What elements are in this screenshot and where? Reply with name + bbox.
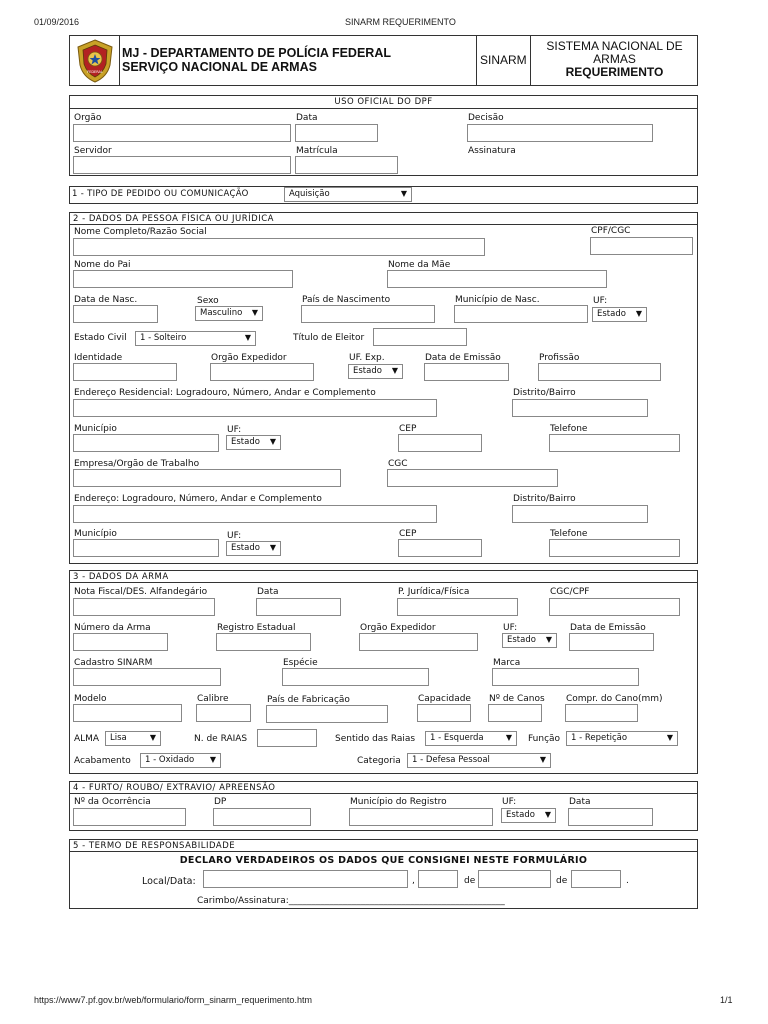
label-pj: P. Jurídica/Física: [398, 587, 470, 597]
label-servidor: Servidor: [74, 146, 112, 156]
label-nasc: Data de Nasc.: [74, 295, 138, 305]
uf-nasc-value: Estado: [597, 309, 626, 319]
furto-data-input[interactable]: [568, 808, 653, 826]
marca-input[interactable]: [492, 668, 639, 686]
section-2-title: 2 - DADOS DA PESSOA FÍSICA OU JURÍDICA: [70, 213, 697, 225]
label-acabamento: Acabamento: [74, 756, 131, 766]
label-furto-data: Data: [569, 797, 591, 807]
identidade-input[interactable]: [73, 363, 177, 381]
sentido-select[interactable]: [425, 731, 517, 746]
label-mae: Nome da Mãe: [388, 260, 451, 270]
alma-select[interactable]: [105, 731, 161, 746]
chevron-down-icon: ▼: [400, 189, 407, 198]
label-distrito-1: Distrito/Bairro: [513, 388, 576, 398]
label-de-2: de: [556, 876, 568, 886]
chevron-down-icon: ▼: [635, 309, 642, 318]
year-input[interactable]: [571, 870, 621, 888]
label-municipio-nasc: Município de Nasc.: [455, 295, 540, 305]
empresa-input[interactable]: [73, 469, 341, 487]
label-especie: Espécie: [283, 658, 318, 668]
header-sinarm: SINARM: [480, 53, 527, 67]
chevron-down-icon: ▼: [269, 437, 276, 446]
profissao-input[interactable]: [538, 363, 661, 381]
label-arma-emissao: Data de Emissão: [570, 623, 646, 633]
label-empresa: Empresa/Orgão de Trabalho: [74, 459, 200, 469]
sexo-select[interactable]: [195, 306, 263, 321]
section-3-title: 3 - DADOS DA ARMA: [70, 571, 697, 583]
arma-emissao-input[interactable]: [569, 633, 654, 651]
nota-input[interactable]: [73, 598, 215, 616]
sexo-value: Masculino: [200, 308, 243, 318]
chevron-down-icon: ▼: [149, 733, 156, 742]
section-3-box: [69, 570, 698, 774]
print-url: https://www7.pf.gov.br/web/formulario/form_sinarm_requerimento.htm: [34, 995, 312, 1005]
chevron-down-icon: ▼: [269, 543, 276, 552]
chevron-down-icon: ▼: [391, 366, 398, 375]
cep-2-input[interactable]: [398, 539, 482, 557]
label-uf-nasc: UF:: [593, 296, 608, 306]
modelo-input[interactable]: [73, 704, 182, 722]
label-cgc: CGC: [388, 459, 408, 469]
label-ocorrencia: Nº da Ocorrência: [74, 797, 151, 807]
print-page-number: 1/1: [720, 995, 733, 1005]
arma-orgao-input[interactable]: [359, 633, 478, 651]
label-pai: Nome do Pai: [74, 260, 131, 270]
funcao-select[interactable]: [566, 731, 678, 746]
servidor-input[interactable]: [73, 156, 291, 174]
cgc-cpf-input[interactable]: [549, 598, 680, 616]
label-uf-exp: UF. Exp.: [349, 353, 385, 363]
arma-uf-select[interactable]: [502, 633, 557, 648]
police-badge-icon: [75, 39, 115, 83]
header-sinarm-cell: [476, 36, 531, 85]
comma-separator: ,: [412, 876, 415, 886]
acabamento-select[interactable]: [140, 753, 221, 768]
svg-text:FEDERAL: FEDERAL: [87, 70, 103, 74]
header-service: SERVIÇO NACIONAL DE ARMAS: [122, 60, 317, 74]
chevron-down-icon: ▼: [251, 308, 258, 317]
decisao-input[interactable]: [467, 124, 653, 142]
titulo-input[interactable]: [373, 328, 467, 346]
header-system-line1: SISTEMA NACIONAL DE: [546, 39, 683, 53]
chevron-down-icon: ▼: [666, 733, 673, 742]
dp-input[interactable]: [213, 808, 311, 826]
header-dept: MJ - DEPARTAMENTO DE POLÍCIA FEDERAL: [122, 46, 391, 60]
print-title: SINARM REQUERIMENTO: [345, 17, 456, 27]
print-date: 01/09/2016: [34, 17, 80, 27]
label-arma-data: Data: [257, 587, 279, 597]
furto-uf-value: Estado: [506, 810, 535, 820]
categoria-select[interactable]: [407, 753, 551, 768]
label-sentido: Sentido das Raias: [335, 734, 416, 744]
label-cep-1: CEP: [399, 424, 417, 434]
header-logo-cell: [70, 36, 120, 85]
official-use-title: USO OFICIAL DO DPF: [334, 97, 433, 107]
label-endereco: Endereço: Logradouro, Número, Andar e Complemento: [74, 494, 322, 504]
label-arma-uf: UF:: [503, 623, 518, 633]
label-data-emissao: Data de Emissão: [425, 353, 501, 363]
uf-1-value: Estado: [231, 437, 260, 447]
label-alma: ALMA: [74, 734, 100, 744]
label-endereco-res: Endereço Residencial: Logradouro, Número, Andar e Complemento: [74, 388, 376, 398]
label-uf-2: UF:: [227, 531, 242, 541]
uf-1-select[interactable]: [226, 435, 281, 450]
label-nome: Nome Completo/Razão Social: [74, 227, 207, 237]
funcao-value: 1 - Repetição: [571, 733, 628, 743]
data-input[interactable]: [295, 124, 378, 142]
section-5-box: [69, 839, 698, 909]
uf-exp-value: Estado: [353, 366, 382, 376]
label-compr: Compr. do Cano(mm): [566, 694, 663, 704]
nome-input[interactable]: [73, 238, 485, 256]
arma-data-input[interactable]: [256, 598, 341, 616]
uf-2-select[interactable]: [226, 541, 281, 556]
label-furto-uf: UF:: [502, 797, 517, 807]
local-input[interactable]: [203, 870, 408, 888]
acabamento-value: 1 - Oxidado: [145, 755, 195, 765]
sentido-value: 1 - Esquerda: [430, 733, 484, 743]
label-distrito-2: Distrito/Bairro: [513, 494, 576, 504]
chevron-down-icon: ▼: [209, 755, 216, 764]
label-dp: DP: [214, 797, 227, 807]
telefone-2-input[interactable]: [549, 539, 680, 557]
label-funcao: Função: [528, 734, 561, 744]
endereco-res-input[interactable]: [73, 399, 437, 417]
pj-input[interactable]: [397, 598, 518, 616]
tipo-pedido-value: Aquisição: [289, 189, 330, 199]
distrito-2-input[interactable]: [512, 505, 648, 523]
label-de-1: de: [464, 876, 476, 886]
label-decisao: Decisão: [468, 113, 504, 123]
label-cadastro: Cadastro SINARM: [74, 658, 153, 668]
section-1-box: [69, 186, 698, 204]
label-pais: País de Nascimento: [302, 295, 391, 305]
section-2-box: [69, 212, 698, 564]
label-local-data: Local/Data:: [142, 876, 196, 887]
signature-line: Carimbo/Assinatura:________________________________________________: [197, 896, 505, 906]
calibre-input[interactable]: [196, 704, 251, 722]
categoria-value: 1 - Defesa Pessoal: [412, 755, 490, 765]
label-cep-2: CEP: [399, 529, 417, 539]
mae-input[interactable]: [387, 270, 607, 288]
uf-nasc-select[interactable]: [592, 307, 647, 322]
label-municipio-2: Município: [74, 529, 117, 539]
label-registro: Registro Estadual: [217, 623, 296, 633]
declaration-text: DECLARO VERDADEIROS OS DADOS QUE CONSIGNEI NESTE FORMULÁRIO: [179, 855, 588, 866]
tipo-pedido-select[interactable]: [284, 187, 412, 202]
telefone-1-input[interactable]: [549, 434, 680, 452]
cadastro-input[interactable]: [73, 668, 221, 686]
label-categoria: Categoria: [357, 756, 401, 766]
label-numero: Número da Arma: [74, 623, 151, 633]
registro-input[interactable]: [216, 633, 311, 651]
estado-civil-value: 1 - Solteiro: [140, 333, 187, 343]
canos-input[interactable]: [488, 704, 542, 722]
chevron-down-icon: ▼: [505, 733, 512, 742]
label-estado-civil: Estado Civil: [74, 333, 127, 343]
distrito-1-input[interactable]: [512, 399, 648, 417]
municipio-2-input[interactable]: [73, 539, 219, 557]
pais-fab-input[interactable]: [266, 705, 388, 723]
label-municipio-1: Município: [74, 424, 117, 434]
chevron-down-icon: ▼: [244, 333, 251, 342]
chevron-down-icon: ▼: [539, 755, 546, 764]
label-pais-fab: País de Fabricação: [267, 695, 350, 705]
day-input[interactable]: [418, 870, 458, 888]
month-input[interactable]: [478, 870, 551, 888]
label-cpf: CPF/CGC: [591, 226, 631, 236]
orgao-input[interactable]: [73, 124, 291, 142]
label-calibre: Calibre: [197, 694, 229, 704]
label-data: Data: [296, 113, 318, 123]
estado-civil-select[interactable]: [135, 331, 256, 346]
label-uf-1: UF:: [227, 425, 242, 435]
cep-1-input[interactable]: [398, 434, 482, 452]
section-4-title: 4 - FURTO/ ROUBO/ EXTRAVIO/ APREENSÃO: [70, 782, 697, 794]
header-box: [69, 35, 698, 86]
pai-input[interactable]: [73, 270, 293, 288]
official-use-box: [69, 95, 698, 176]
cpf-input[interactable]: [590, 237, 693, 255]
header-system-cell: [532, 36, 697, 85]
nasc-input[interactable]: [73, 305, 158, 323]
alma-value: Lisa: [110, 733, 127, 743]
section-1-title: 1 - TIPO DE PEDIDO OU COMUNICAÇÃO: [72, 189, 249, 199]
label-identidade: Identidade: [74, 353, 123, 363]
section-4-box: [69, 781, 698, 831]
chevron-down-icon: ▼: [544, 810, 551, 819]
municipio-reg-input[interactable]: [349, 808, 493, 826]
numero-input[interactable]: [73, 633, 168, 651]
label-canos: Nº de Canos: [489, 694, 545, 704]
especie-input[interactable]: [282, 668, 429, 686]
label-assinatura: Assinatura: [468, 146, 516, 156]
chevron-down-icon: ▼: [545, 635, 552, 644]
period-separator: .: [626, 876, 629, 886]
header-system-line3: REQUERIMENTO: [565, 65, 664, 79]
label-matricula: Matrícula: [296, 146, 338, 156]
uf-2-value: Estado: [231, 543, 260, 553]
label-municipio-reg: Município do Registro: [350, 797, 447, 807]
capacidade-input[interactable]: [417, 704, 471, 722]
data-emissao-input[interactable]: [424, 363, 509, 381]
label-telefone-1: Telefone: [550, 424, 588, 434]
header-system-line2: ARMAS: [593, 52, 636, 66]
furto-uf-select[interactable]: [501, 808, 556, 823]
label-sexo: Sexo: [197, 296, 219, 306]
label-nota: Nota Fiscal/DES. Alfandegário: [74, 587, 208, 597]
endereco-input[interactable]: [73, 505, 437, 523]
municipio-1-input[interactable]: [73, 434, 219, 452]
label-orgao: Orgão: [74, 113, 102, 123]
cgc-input[interactable]: [387, 469, 558, 487]
raias-input[interactable]: [257, 729, 317, 747]
label-capacidade: Capacidade: [418, 694, 471, 704]
compr-input[interactable]: [565, 704, 638, 722]
label-modelo: Modelo: [74, 694, 107, 704]
arma-uf-value: Estado: [507, 635, 536, 645]
label-profissao: Profissão: [539, 353, 580, 363]
matricula-input[interactable]: [295, 156, 398, 174]
label-cgc-cpf: CGC/CPF: [550, 587, 590, 597]
municipio-nasc-input[interactable]: [454, 305, 588, 323]
pais-input[interactable]: [301, 305, 435, 323]
label-raias: N. de RAIAS: [194, 734, 248, 744]
label-orgao-exp: Orgão Expedidor: [211, 353, 287, 363]
ocorrencia-input[interactable]: [73, 808, 186, 826]
section-5-title: 5 - TERMO DE RESPONSABILIDADE: [70, 840, 697, 852]
label-marca: Marca: [493, 658, 521, 668]
orgao-exp-input[interactable]: [210, 363, 314, 381]
uf-exp-select[interactable]: [348, 364, 403, 379]
label-arma-orgao: Orgão Expedidor: [360, 623, 436, 633]
label-titulo: Título de Eleitor: [293, 333, 365, 343]
label-telefone-2: Telefone: [550, 529, 588, 539]
